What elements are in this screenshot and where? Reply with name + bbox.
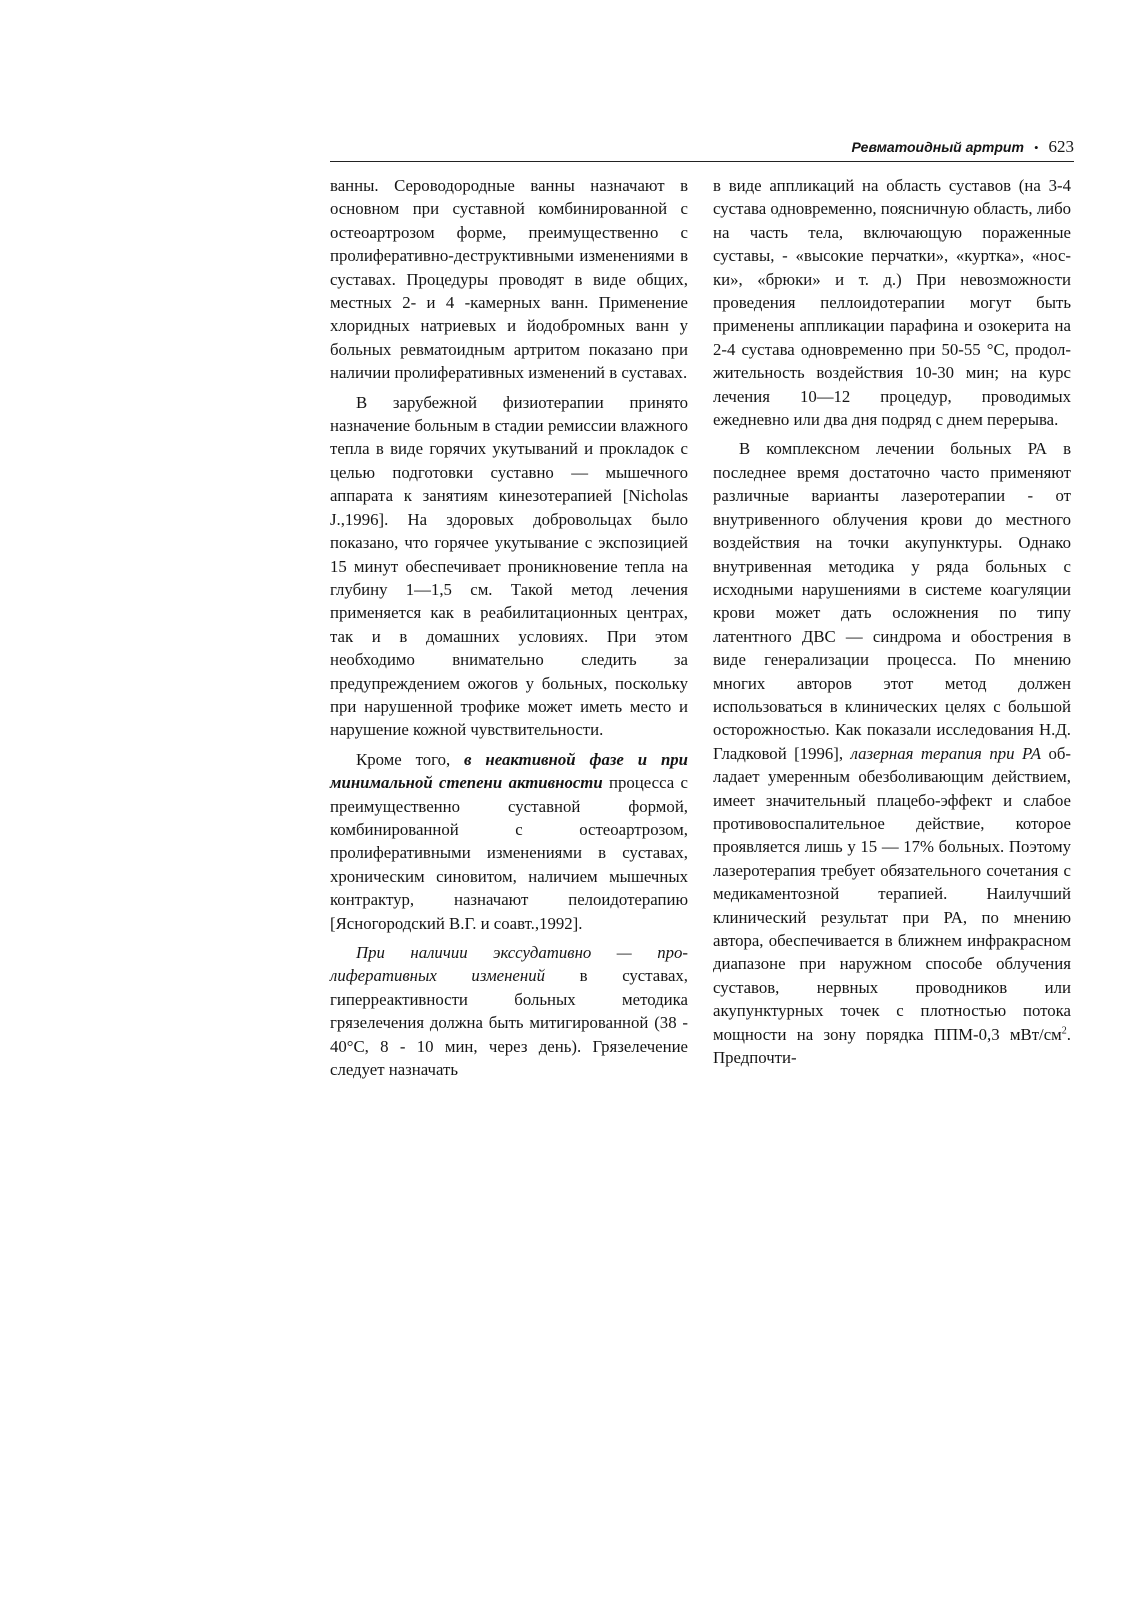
paragraph-text: в суставах, гиперреактивности больных методика грязелечения должна быть митигированной (38 - 40°С, 8 - 10 мин, через день). Грязелечение следует назначать	[330, 966, 688, 1080]
paragraph-text: . Предпочти-	[713, 1024, 1071, 1068]
running-head	[330, 134, 1074, 160]
header-rule	[330, 161, 1074, 162]
left-text-column	[330, 174, 688, 1081]
page-number: 623	[1048, 137, 1074, 156]
paragraph-peloidotherapy	[330, 748, 688, 935]
paragraph-foreign-physiotherapy: В зарубежной физиотерапии принято назначение больным в стадии ремиссии влажного тепла в виде горячих укутываний и прокладок с целью подготовки суставно — мышечного аппарата к занятиям кинезотерапией [Nicholas J.,1996]. На здоровых добровольцах было показано, что горячее укутывание с экспозицией 15 минут обеспечивает проникновение тепла на глубину 1—1,5 см. Такой метод лечения применяется как в реабилитационных центрах, так и в домашних условиях. При этом необходимо внимательно следить за предупреждением ожогов у больных, поскольку при нарушенной трофике может иметь место и нарушение кожной чувствительности.	[330, 392, 688, 740]
paragraph-laser-therapy	[713, 437, 1071, 1069]
paragraph-text: процесса с преимущественно суставной формой, комбинированной с остеоартрозом, пролиферативными изменениями в суставах, хроническим синовитом, наличием мышечных контрактур, назначают пелоидотерапию [Ясногородский В.Г. и соавт.,1992].	[330, 773, 688, 933]
emphasis-exudative-changes: При наличии экссудативно — пролиферативных изменений	[330, 943, 688, 986]
paragraph-text: обладает умеренным обезболивающим действием, имеет значительный плацебо-эффект и слабое противовоспалительное действие, которое проявляется лишь у 15 — 17% больных. Поэтому лазеротерапия требует обязательного сочетания с медикаментозной терапией. Наилучший клинический результат при РА, по мнению автора, обеспечивается в ближнем инфракрасном диапазоне при наружном способе облучения суставов, нервных проводников или акупунктурных точек с плотностью потока мощности на зону порядка ППМ-0,3 мВт/см	[713, 743, 1072, 1044]
emphasis-inactive-phase: в неактивной фазе и при минимальной степени активности	[330, 749, 688, 793]
right-text-column	[713, 174, 1071, 1069]
running-head-title: Ревматоидный артрит	[851, 139, 1024, 155]
paragraph-text: Кроме того,	[356, 749, 465, 769]
superscript: 2	[1061, 1025, 1067, 1037]
paragraph-applications: в виде аппликаций на область суставов (на 3-4 сустава одновременно, поясничную область, либо на часть тела, включающую пораженные суставы, - «высокие перчатки», «куртка», «носки», «брюки» и т. д.) При невозможности проведения пеллоидотерапии могут быть применены аппликации парафина и озокерита на 2-4 сустава одновременно при 50-55 °С, продолжительность воздействия 10-30 мин; на курс лечения 10—12 процедур, проводимых ежедневно или два дня подряд с днем перерыва.	[713, 176, 1071, 430]
paragraph-text: В комплексном лечении больных РА в последнее время достаточно часто применяют различные варианты лазеротерапии - от внутривенного облучения крови до местного воздействия на точки акупунктуры. Однако внутривенная методика у ряда больных с исходными нарушениями в системе коагуляции крови может дать осложнения по типу латентного ДВС — синдрома и обострения в виде генерализации процесса. По мнению многих авторов этот метод должен использоваться в клинических целях с большой осторожностью. Как показали исследования Н.Д. Гладковой [1996],	[713, 439, 1071, 763]
paragraph-exudative	[330, 941, 688, 1081]
bullet-separator: •	[1033, 140, 1039, 155]
emphasis-laser-therapy: лазерная терапия при РА	[850, 743, 1041, 763]
paragraph-baths: ванны. Сероводородные ванны назначают в основном при суставной комбинированной с остеоартрозом форме, преимущественно с пролиферативно-деструктивными изменениями в суставах. Процедуры проводят в виде общих, местных 2- и 4 -камерных ванн. Применение хлоридных натриевых и йодобромных ванн у больных ревматоидным артритом показано при наличии пролиферативных изменений в суставах.	[330, 176, 688, 383]
